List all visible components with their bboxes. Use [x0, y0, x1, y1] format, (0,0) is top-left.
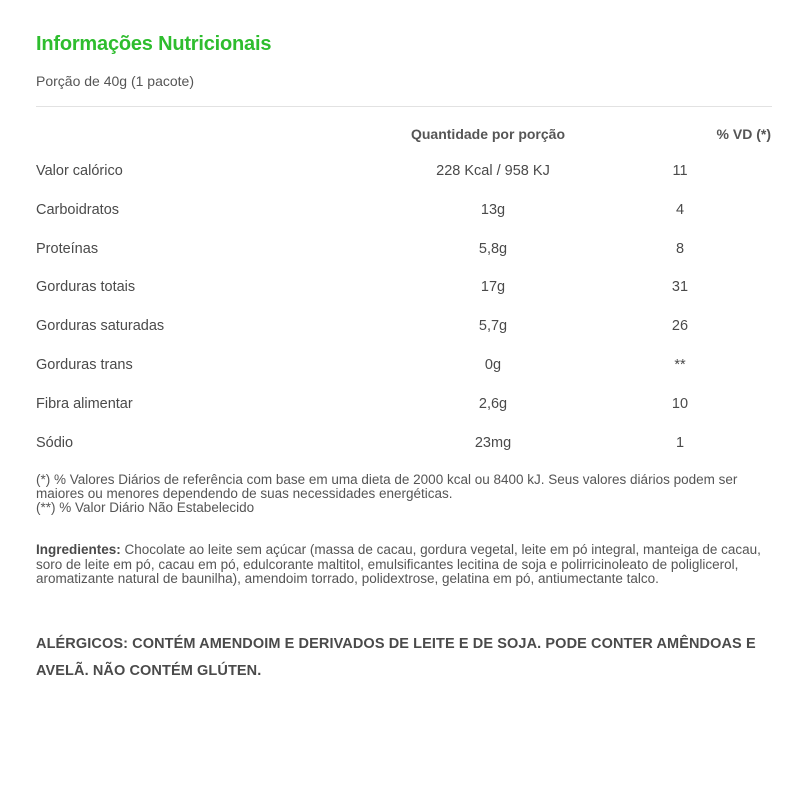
divider	[36, 106, 772, 107]
nutrient-vd: 8	[675, 240, 685, 257]
nutrient-quantity: 2,6g	[478, 395, 508, 412]
nutrient-name: Gorduras totais	[36, 279, 136, 296]
table-row	[0, 241, 800, 280]
nutrient-name: Proteínas	[36, 240, 99, 257]
table-row	[0, 396, 800, 435]
nutrient-name: Valor calórico	[36, 163, 123, 179]
nutrient-quantity: 23mg	[474, 434, 512, 451]
footnotes	[36, 473, 781, 515]
nutrient-quantity: 5,8g	[478, 240, 508, 257]
nutrient-name: Gorduras trans	[36, 356, 133, 373]
table-header	[0, 126, 800, 146]
nutrient-quantity: 17g	[480, 279, 506, 296]
table-row	[0, 279, 800, 318]
nutrient-quantity: 13g	[480, 201, 506, 218]
nutrient-name: Sódio	[36, 434, 74, 451]
column-header-quantity: Quantidade por porção	[410, 126, 565, 142]
nutrient-vd: 1	[675, 434, 685, 451]
nutrient-vd: 11	[672, 163, 688, 179]
nutrient-vd: 10	[671, 395, 689, 412]
table-row	[0, 318, 800, 357]
table-row	[0, 357, 800, 396]
allergens-notice: ALÉRGICOS: CONTÉM AMENDOIM E DERIVADOS DE LEITE E DE SOJA. PODE CONTER AMÊNDOAS E AVELÃ. NÃO CONTÉM GLÚTEN.	[36, 636, 756, 679]
nutrient-vd: **	[674, 356, 686, 373]
nutrient-quantity: 228 Kcal / 958 KJ	[436, 163, 550, 179]
ingredients-label: Ingredientes:	[36, 542, 121, 557]
nutrition-table	[0, 163, 800, 473]
ingredients-section	[36, 543, 781, 587]
ingredients-text: Chocolate ao leite sem açúcar (massa de cacau, gordura vegetal, leite em pó integral, manteiga de cacau, soro de leite em pó, cacau em pó, edulcorante maltitol, emulsificantes lecitina de soja e polirricinoleato de poliglicerol, aromatizante natural de baunilha), amendoim torrado, polidextrose, gelatina em pó, antiumectante talco.	[36, 542, 761, 586]
nutrient-vd: 26	[671, 318, 689, 335]
table-row	[0, 202, 800, 241]
nutrient-name: Carboidratos	[36, 201, 120, 218]
nutrient-quantity: 5,7g	[478, 318, 508, 335]
nutrient-name: Fibra alimentar	[36, 395, 133, 412]
footnote-not-established: (**) % Valor Diário Não Estabelecido	[36, 500, 255, 515]
nutrient-quantity: 0g	[484, 356, 502, 373]
portion-size: Porção de 40g (1 pacote)	[36, 73, 194, 89]
table-row	[0, 435, 800, 474]
page-title: Informações Nutricionais	[36, 33, 272, 55]
column-header-vd: % VD (*)	[716, 126, 771, 142]
nutrient-name: Gorduras saturadas	[36, 318, 165, 335]
nutrient-vd: 31	[671, 279, 689, 296]
nutrient-vd: 4	[675, 201, 685, 218]
table-row	[0, 163, 800, 202]
footnote-daily-values: (*) % Valores Diários de referência com base em uma dieta de 2000 kcal ou 8400 kJ. Seus valores diários podem ser maiores ou menores dependendo de suas necessidades energéticas.	[36, 472, 738, 501]
